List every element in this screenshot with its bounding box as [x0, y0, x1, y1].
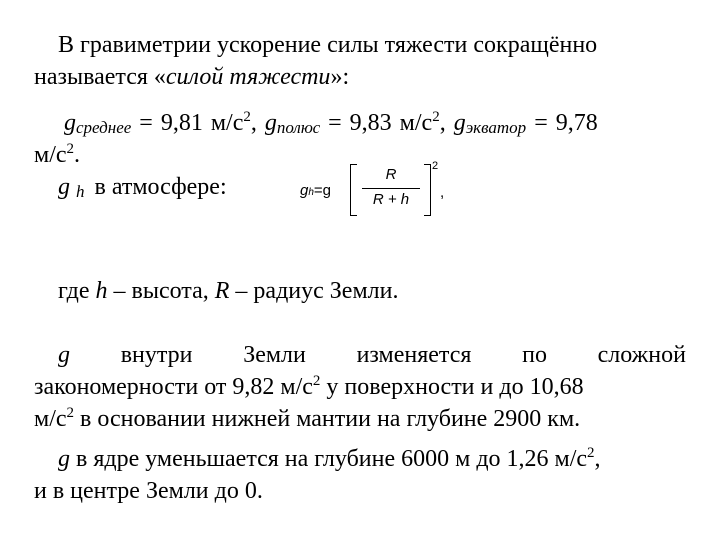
word: внутри	[120, 342, 193, 368]
g-pole-value: = 9,83 м/с	[328, 110, 433, 136]
unit-ms: м/с	[34, 406, 67, 432]
text-core: в ядре уменьшается на глубине 6000 м до 1,26 м/с	[70, 446, 588, 472]
text-mantle: в основании нижней мантии на глубине 2900 км.	[74, 406, 581, 432]
text-line-8	[34, 372, 584, 402]
h-symbol: h	[95, 278, 108, 304]
text-line-2	[34, 62, 349, 92]
g-equator-symbol: g	[453, 110, 466, 136]
g-symbol: g	[58, 174, 70, 200]
word: сложной	[597, 342, 686, 368]
formula-numerator: R	[385, 166, 397, 183]
g-symbol: g	[58, 446, 70, 472]
formula-g: g	[300, 182, 309, 199]
superscript-2: 2	[432, 109, 440, 125]
g-pole-symbol: g	[264, 110, 277, 136]
g-mean-value: = 9,81 м/с	[139, 110, 244, 136]
g-equator-subscript: экватор	[465, 118, 527, 137]
text-earth-center: и в центре Земли до 0.	[34, 478, 263, 504]
text-line-7	[58, 340, 686, 370]
superscript-2: 2	[66, 405, 75, 421]
word: Земли	[243, 342, 306, 368]
formula-comma: ,	[440, 184, 445, 201]
text-line-1	[58, 30, 597, 60]
text-gravity-force-italic: силой тяжести	[165, 64, 331, 90]
text-surface: у поверхности и до 10,68	[320, 374, 584, 400]
superscript-2: 2	[587, 445, 595, 461]
text-line-9	[34, 404, 580, 434]
superscript-2: 2	[66, 141, 75, 157]
text-line-11	[34, 476, 263, 506]
text-regularity: закономерности от 9,82 м/с	[34, 374, 313, 400]
g-symbol: g	[58, 342, 70, 368]
formula-equals-g: =g	[313, 182, 332, 199]
text-height: – высота,	[107, 278, 215, 304]
formula-denominator: R + h	[372, 191, 410, 208]
h-subscript: h	[76, 182, 85, 201]
text-colon: »:	[330, 64, 350, 90]
right-bracket	[424, 164, 431, 216]
text-in-atmosphere: в атмосфере:	[94, 174, 227, 200]
word: по	[522, 342, 547, 368]
formula-h-subscript: h	[308, 187, 314, 198]
g-pole-subscript: полюс	[276, 118, 321, 137]
period: .	[74, 142, 81, 168]
text-line-4	[34, 140, 80, 170]
left-bracket	[350, 164, 357, 216]
formula-gh	[300, 160, 450, 220]
text-line-10	[58, 444, 601, 474]
comma: ,	[250, 110, 257, 136]
superscript-2: 2	[312, 373, 321, 389]
text-line-5	[58, 172, 227, 207]
formula-exponent: 2	[432, 160, 439, 172]
formula-lhs	[300, 182, 331, 199]
R-symbol: R	[214, 278, 230, 304]
text-gravimetry: В гравиметрии ускорение силы тяжести сокращённо	[58, 32, 598, 58]
text-line-3	[64, 108, 598, 143]
word: изменяется	[356, 342, 472, 368]
g-mean-subscript: среднее	[76, 118, 132, 137]
text-called: называется «	[34, 64, 166, 90]
fraction-bar	[362, 188, 420, 189]
text-line-6	[58, 276, 398, 306]
unit-ms: м/с	[34, 142, 67, 168]
g-mean-symbol: g	[64, 110, 76, 136]
comma: ,	[594, 446, 601, 472]
comma: ,	[439, 110, 446, 136]
text-where: где	[58, 278, 96, 304]
g-equator-value: = 9,78	[534, 110, 598, 136]
superscript-2: 2	[243, 109, 251, 125]
text-earth-radius: – радиус Земли.	[229, 278, 399, 304]
